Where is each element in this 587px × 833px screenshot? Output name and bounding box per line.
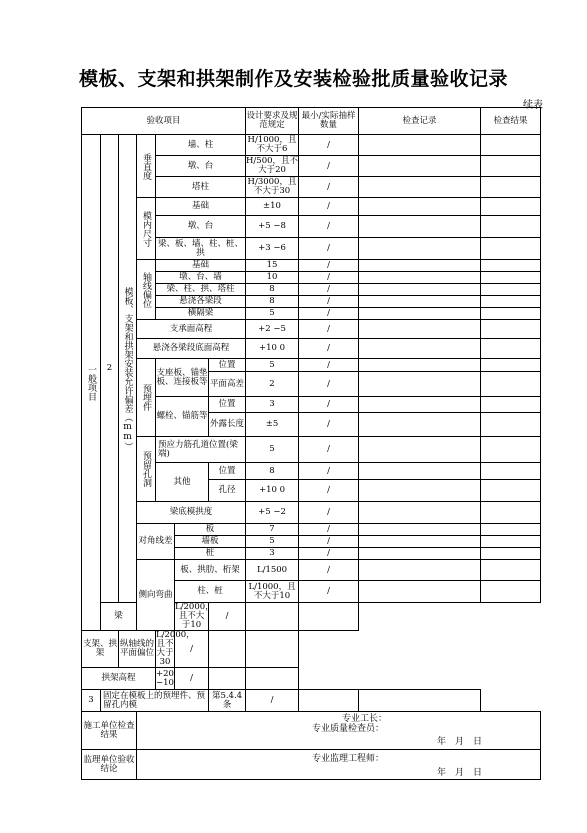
result-cell [481,216,541,238]
vert-row-req: H/1000，且不大于6 [246,135,299,156]
other-row-label: 孔径 [209,480,246,502]
qty-cell: / [299,177,359,198]
supervision-unit-label: 监理单位验收结论 [82,750,137,780]
record-cell [359,359,481,372]
vert-row-label: 墩、台 [156,156,246,177]
size-row-req: +5 −8 [246,216,299,238]
record-cell [359,296,481,308]
diagonal-label: 对角线差 [137,524,175,560]
record-cell [359,502,481,524]
qty-cell: / [299,272,359,284]
qty-cell: / [175,631,209,668]
supervision-date: 年 月 日 [437,768,483,778]
construction-signoff [137,712,541,750]
result-cell [481,238,541,260]
lateral-label: 侧向弯曲 [137,560,175,631]
support-row-label: 纵轴线的平面偏位 [119,631,156,668]
bolt-row-label: 外露长度 [209,413,246,437]
result-cell [246,668,299,690]
bolt-row-label: 位置 [209,397,246,413]
page-title: 模板、支架和拱架制作及安装检验批质量验收记录 [78,68,508,90]
qty-cell: / [299,359,359,372]
axis-row-label: 基础 [156,260,246,272]
record-cell [359,548,481,560]
support-elev-label: 支承面高程 [137,320,246,339]
result-cell [481,177,541,198]
record-cell [359,536,481,548]
embedded-label: 预埋件 [137,359,156,437]
result-cell [481,560,541,581]
lat-row-req: L/1000，且不大于10 [246,581,299,603]
qty-cell: / [299,320,359,339]
record-cell [359,560,481,581]
qty-cell: / [299,560,359,581]
header-design: 设计要求及规范规定 [246,108,299,135]
lat-row-req: L/2000，且不大于10 [175,602,214,630]
record-cell [359,524,481,536]
other-row-req: 8 [246,463,299,480]
record-cell [359,238,481,260]
result-cell [481,548,541,560]
record-cell [359,480,481,502]
axis-row-label: 墩、台、墙 [156,272,246,284]
result-cell [481,198,541,216]
verticality-label: 垂直度 [137,135,156,198]
record-cell [359,272,481,284]
plate-label: 支座板、锚垫板、连接板等 [156,359,209,397]
diag-row-req: 3 [246,548,299,560]
cantilever-elev-req: +10 0 [246,339,299,359]
qty-cell: / [299,284,359,296]
result-cell [481,413,541,437]
vert-row-label: 墙、柱 [156,135,246,156]
qty-cell: / [299,524,359,536]
result-cell [481,156,541,177]
qty-cell: / [299,308,359,320]
reserved-label: 预留孔洞 [137,437,156,502]
result-cell [481,463,541,480]
header-result: 检查结果 [481,108,541,135]
result-cell [481,135,541,156]
arch-elev-label: 拱架高程 [82,668,156,690]
construction-date: 年 月 日 [437,737,483,747]
diag-row-label: 桩 [175,548,246,560]
record-cell [359,216,481,238]
record-cell [299,690,359,712]
support-row-req: L/2000，且不大于30 [156,630,195,667]
record-cell [359,135,481,156]
vert-row-label: 塔柱 [156,177,246,198]
qty-cell: / [299,198,359,216]
axis-row-label: 梁、柱、拱、塔柱 [156,284,246,296]
qty-cell: / [299,437,359,463]
construction-unit-label: 施工单位检查结果 [82,712,137,750]
result-cell [246,631,299,668]
axis-row-label: 悬浇各梁段 [156,296,246,308]
vert-row-req: H/3000，且不大于30 [246,177,299,198]
bolt-label: 螺栓、锚筋等 [156,397,209,437]
supervision-signoff [137,750,541,780]
qty-cell: / [299,397,359,413]
result-cell [481,272,541,284]
bolt-row-req: ±5 [246,413,299,437]
diag-row-req: 7 [246,524,299,536]
bolt-row-req: 3 [246,397,299,413]
result-cell [481,320,541,339]
qty-cell: / [299,216,359,238]
record-cell [359,308,481,320]
size-row-label: 墩、台 [156,216,246,238]
diag-row-req: 5 [246,536,299,548]
axis-row-req: 10 [246,272,299,284]
continued-label: 续表 [523,100,543,111]
foreman-label: 专业工长： [342,714,388,724]
record-cell [359,372,481,397]
size-row-req: ±10 [246,198,299,216]
header-qty: 最小/实际抽样数量 [299,108,359,135]
result-cell [481,536,541,548]
record-cell [359,177,481,198]
result-cell [481,581,541,603]
result-cell [481,339,541,359]
arch-elev-req: +20 −10 [156,668,174,688]
plate-row-req: 2 [246,372,299,397]
qty-cell: / [299,463,359,480]
qty-cell: / [299,413,359,437]
item-2-name: 模板、支架和拱架安装允许偏差（mm） [119,135,137,603]
axis-row-req: 5 [246,308,299,320]
plate-row-label: 平面高差 [209,372,246,397]
result-cell [481,502,541,524]
prestress-req: 5 [246,437,299,463]
prestress-label: 预应力筋孔道位置(梁端) [156,437,246,463]
record-cell [359,156,481,177]
support-elev-req: +2 −5 [246,320,299,339]
header-item: 验收项目 [82,108,246,135]
quality-inspector-label: 专业质量检查员： [312,724,385,734]
result-cell [481,437,541,463]
qty-cell: / [299,480,359,502]
lat-row-label: 柱、桩 [175,581,246,603]
inner-size-label: 模内尺寸 [137,198,156,260]
result-cell [481,480,541,502]
qty-cell: / [175,668,209,690]
qty-cell: / [299,502,359,524]
general-item-label: 一般项目 [82,135,101,631]
item-3-label: 固定在模板上的预埋件、预留孔内模 [101,690,209,712]
qty-cell: / [246,690,299,712]
result-cell [359,690,481,712]
lat-row-label: 板、拱肋、桁架 [175,560,246,581]
qty-cell: / [299,135,359,156]
cantilever-elev-label: 悬浇各梁段底面高程 [137,339,246,359]
result-cell [481,397,541,413]
diag-row-label: 板 [175,524,246,536]
record-cell [359,320,481,339]
axis-offset-label: 轴线偏位 [137,260,156,320]
qty-cell: / [299,372,359,397]
record-cell [359,413,481,437]
axis-row-req: 8 [246,296,299,308]
result-cell [481,359,541,372]
support-label: 支架、拱架 [82,631,119,668]
qty-cell: / [299,536,359,548]
record-cell [359,437,481,463]
other-label: 其他 [156,463,209,502]
qty-cell: / [299,296,359,308]
record-cell [359,284,481,296]
result-cell [481,284,541,296]
qty-cell: / [209,603,246,631]
record-cell [246,603,299,631]
record-cell [359,260,481,272]
supervision-engineer-label: 专业监理工程师： [312,754,385,764]
size-row-req: +3 −6 [246,238,299,260]
record-cell [359,463,481,480]
qty-cell: / [299,548,359,560]
item-3-req: 第5.4.4条 [209,690,246,712]
record-cell [209,631,246,668]
camber-label: 梁底模拱度 [137,502,246,524]
qty-cell: / [299,260,359,272]
axis-row-req: 15 [246,260,299,272]
record-cell [209,668,246,690]
result-cell [299,603,359,631]
item-3-number: 3 [82,690,101,712]
qty-cell: / [299,156,359,177]
result-cell [481,372,541,397]
result-cell [481,524,541,536]
qty-cell: / [299,238,359,260]
record-cell [359,339,481,359]
qty-cell: / [299,339,359,359]
qty-cell: / [299,581,359,603]
result-cell [481,296,541,308]
camber-req: +5 −2 [246,502,299,524]
item-2-number: 2 [101,135,119,603]
result-cell [481,308,541,320]
other-row-req: +10 0 [246,480,299,502]
lat-row-req: L/1500 [246,560,299,581]
diag-row-label: 墙板 [175,536,246,548]
record-cell [359,581,481,603]
axis-row-req: 8 [246,284,299,296]
size-row-label: 基础 [156,198,246,216]
plate-row-req: 5 [246,359,299,372]
result-cell [481,260,541,272]
vert-row-req: H/500，且不大于20 [246,156,299,175]
record-cell [359,198,481,216]
record-cell [359,397,481,413]
other-row-label: 位置 [209,463,246,480]
lat-row-label: 梁 [101,603,137,631]
plate-row-label: 位置 [209,359,246,372]
size-row-label: 梁、板、墙、柱、桩、拱 [156,238,246,260]
header-record: 检查记录 [359,108,481,135]
inspection-table [81,107,541,780]
axis-row-label: 横隔梁 [156,308,246,320]
